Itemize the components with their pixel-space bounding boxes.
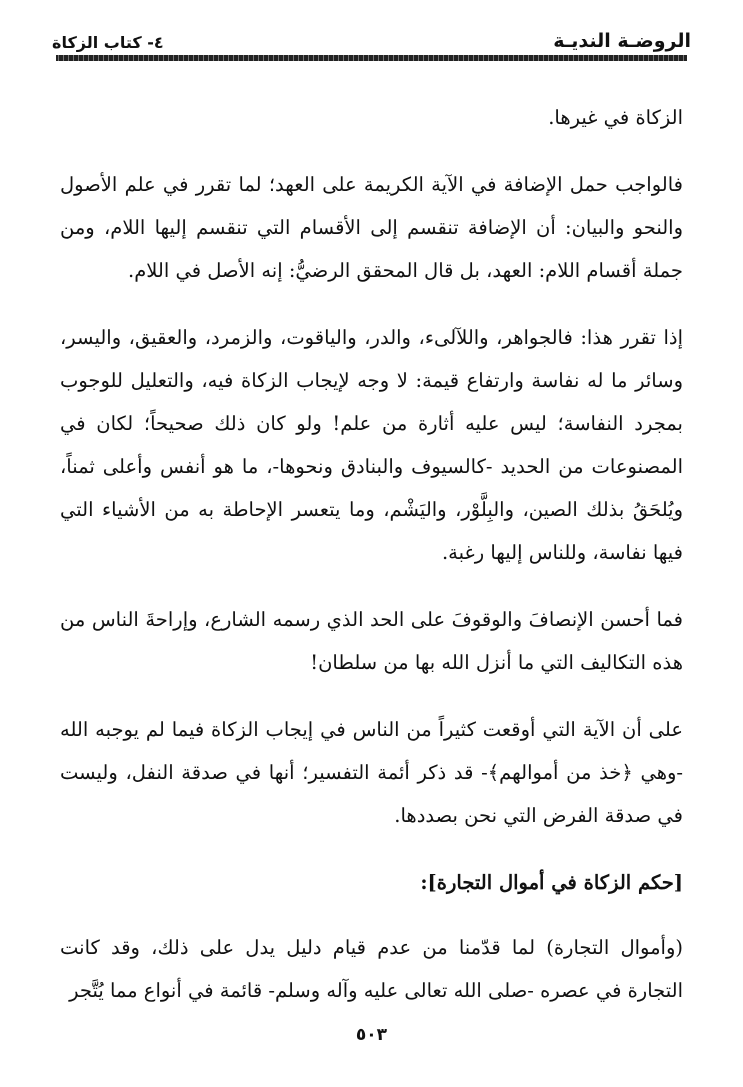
chapter-title: ٤- كتاب الزكاة (52, 33, 164, 52)
book-title: الروضـة النديـة (553, 30, 691, 52)
header-divider (56, 55, 687, 61)
body-text (60, 96, 683, 1036)
paragraph: الزكاة في غيرها. (548, 106, 683, 129)
paragraph: إذا تقرر هذا: فالجواهر، واللآلىء، والدر، والياقوت، والزمرد، والعقيق، واليسر، وسائر ما له نفاسة وارتفاع قيمة: لا وجه لإيجاب الزكاة فيه، والتعليل للوجوب بمجرد النفاسة؛ ليس عليه أثارة من علم! ولو كان ذلك صحيحاً؛ لكان في المصنوعات من الحديد -كالسيوف والبنادق ونحوها-، ما هو أنفس وأعلى ثمناً، ويُلحَقُ بذلك الصين، والبِلَّوْر، واليَشْم، وما يتعسر الإحاطة به من الأشياء التي فيها نفاسة، وللناس إليها رغبة. (60, 326, 683, 564)
paragraph: فما أحسن الإنصافَ والوقوفَ على الحد الذي رسمه الشارع، وإراحةَ الناس من هذه التكاليف التي ما أنزل الله بها من سلطان! (60, 608, 683, 674)
paragraph: (وأموال التجارة) لما قدّمنا من عدم قيام دليل يدل على ذلك، وقد كانت التجارة في عصره -صلى الله تعالى عليه وآله وسلم- قائمة في أنواع مما يُتَّجر (60, 936, 683, 1002)
section-heading: [حكم الزكاة في أموال التجارة]: (420, 871, 683, 894)
paragraph: على أن الآية التي أوقعت كثيراً من الناس في إيجاب الزكاة فيما لم يوجبه الله -وهي ﴿خذ من أموالهم﴾- قد ذكر أئمة التفسير؛ أنها في صدقة النفل، وليست في صدقة الفرض التي نحن بصددها. (60, 718, 683, 827)
paragraph: فالواجب حمل الإضافة في الآية الكريمة على العهد؛ لما تقرر في علم الأصول والنحو والبيان: أن الإضافة تنقسم إلى الأقسام التي تنقسم إليها اللام، ومن جملة أقسام اللام: العهد، بل قال المحقق الرضيُّ: إنه الأصل في اللام. (60, 173, 683, 282)
running-header (52, 22, 691, 52)
page-number: ٥٠٣ (355, 1025, 388, 1045)
